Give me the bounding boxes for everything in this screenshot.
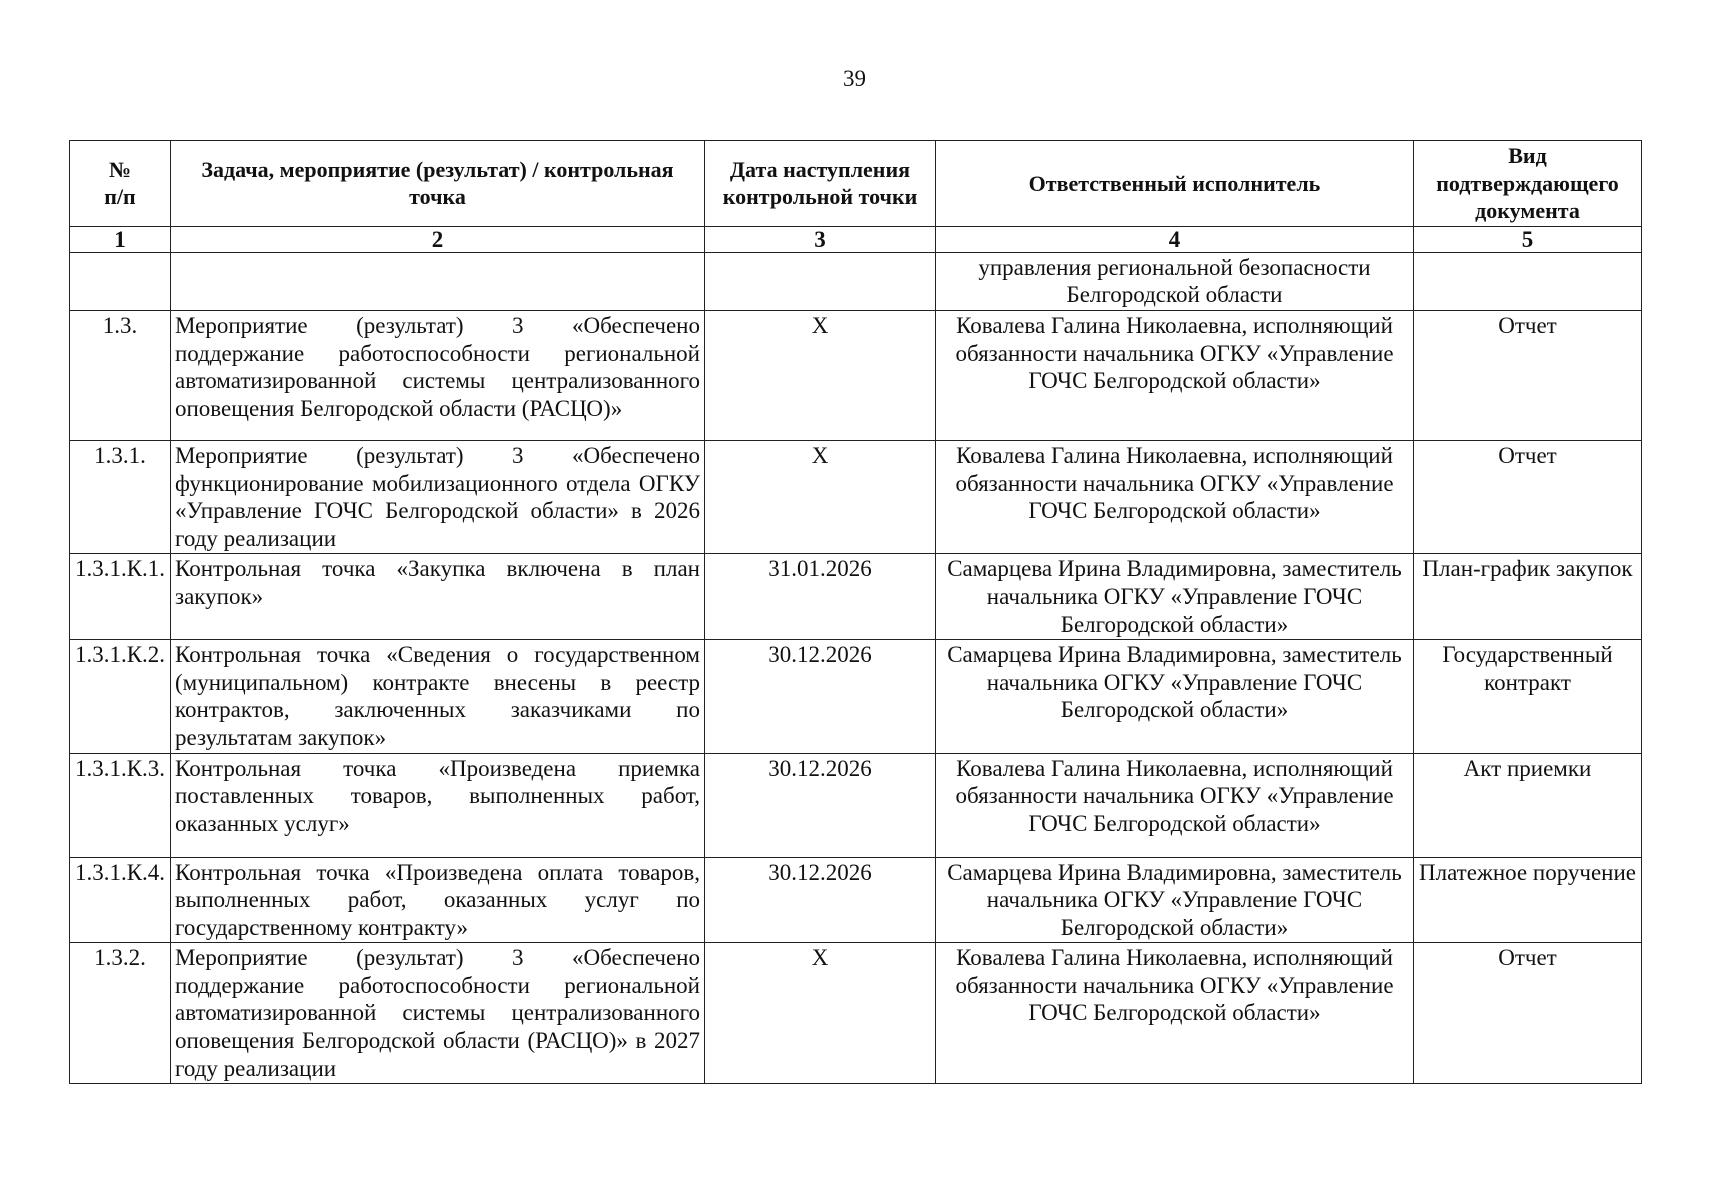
column-number: 3 <box>705 226 936 252</box>
row-number-cell: 1.3.2. <box>70 943 171 1084</box>
table-header-row <box>70 141 1642 227</box>
task-cell: Мероприятие (результат) 3 «Обеспечено поддержание работоспособности региональной автоматизированной системы централизованного оповещения Белгородской области (РАСЦО)» <box>171 310 705 440</box>
control-points-table <box>69 140 1642 1084</box>
row-number-cell: 1.3.1.К.2. <box>70 640 171 753</box>
document-cell: Платежное поручение <box>1414 857 1642 943</box>
executor-cell: управления региональной безопасности Белгородской области <box>936 252 1414 310</box>
executor-cell: Ковалева Галина Николаевна, исполняющий обязанности начальника ОГКУ «Управление ГОЧС Белгородской области» <box>936 943 1414 1084</box>
date-cell: X <box>705 440 936 553</box>
table-row <box>70 753 1642 857</box>
row-number-cell: 1.3.1. <box>70 440 171 553</box>
executor-cell: Ковалева Галина Николаевна, исполняющий обязанности начальника ОГКУ «Управление ГОЧС Белгородской области» <box>936 753 1414 857</box>
document-cell: Отчет <box>1414 943 1642 1084</box>
task-cell: Контрольная точка «Произведена оплата товаров, выполненных работ, оказанных услуг по государственному контракту» <box>171 857 705 943</box>
table-row <box>70 252 1642 310</box>
executor-cell: Самарцева Ирина Владимировна, заместитель начальника ОГКУ «Управление ГОЧС Белгородской области» <box>936 554 1414 640</box>
column-number: 4 <box>936 226 1414 252</box>
task-cell: Мероприятие (результат) 3 «Обеспечено функционирование мобилизационного отдела ОГКУ «Управление ГОЧС Белгородской области» в 2026 году реализации <box>171 440 705 553</box>
executor-cell: Ковалева Галина Николаевна, исполняющий обязанности начальника ОГКУ «Управление ГОЧС Белгородской области» <box>936 440 1414 553</box>
column-number: 2 <box>171 226 705 252</box>
document-cell: Акт приемки <box>1414 753 1642 857</box>
date-cell: X <box>705 943 936 1084</box>
table-row <box>70 943 1642 1084</box>
table-row <box>70 440 1642 553</box>
row-number-cell: 1.3.1.К.3. <box>70 753 171 857</box>
date-cell: 30.12.2026 <box>705 857 936 943</box>
table-row <box>70 310 1642 440</box>
task-cell: Контрольная точка «Закупка включена в план закупок» <box>171 554 705 640</box>
header-executor: Ответственный исполнитель <box>936 141 1414 227</box>
header-task: Задача, мероприятие (результат) / контрольная точка <box>171 141 705 227</box>
row-number-cell: 1.3.1.К.1. <box>70 554 171 640</box>
date-cell: X <box>705 310 936 440</box>
table-row <box>70 857 1642 943</box>
table-row <box>70 640 1642 753</box>
header-number: № п/п <box>70 141 171 227</box>
date-cell: 31.01.2026 <box>705 554 936 640</box>
row-number-cell <box>70 252 171 310</box>
task-cell: Контрольная точка «Сведения о государственном (муниципальном) контракте внесены в реестр контрактов, заключенных заказчиками по результатам закупок» <box>171 640 705 753</box>
document-cell: Государственный контракт <box>1414 640 1642 753</box>
document-cell <box>1414 252 1642 310</box>
document-cell: План-график закупок <box>1414 554 1642 640</box>
executor-cell: Самарцева Ирина Владимировна, заместитель начальника ОГКУ «Управление ГОЧС Белгородской области» <box>936 857 1414 943</box>
document-cell: Отчет <box>1414 310 1642 440</box>
task-cell <box>171 252 705 310</box>
executor-cell: Ковалева Галина Николаевна, исполняющий обязанности начальника ОГКУ «Управление ГОЧС Белгородской области» <box>936 310 1414 440</box>
executor-cell: Самарцева Ирина Владимировна, заместитель начальника ОГКУ «Управление ГОЧС Белгородской области» <box>936 640 1414 753</box>
row-number-cell: 1.3. <box>70 310 171 440</box>
date-cell <box>705 252 936 310</box>
date-cell: 30.12.2026 <box>705 640 936 753</box>
column-numbers-row <box>70 226 1642 252</box>
header-date: Дата наступления контрольной точки <box>705 141 936 227</box>
table-row <box>70 554 1642 640</box>
row-number-cell: 1.3.1.К.4. <box>70 857 171 943</box>
page-number: 39 <box>843 66 866 91</box>
column-number: 5 <box>1414 226 1642 252</box>
header-document: Вид подтверждающего документа <box>1414 141 1642 227</box>
document-cell: Отчет <box>1414 440 1642 553</box>
task-cell: Мероприятие (результат) 3 «Обеспечено поддержание работоспособности региональной автоматизированной системы централизованного оповещения Белгородской области (РАСЦО)» в 2027 году реализации <box>171 943 705 1084</box>
task-cell: Контрольная точка «Произведена приемка поставленных товаров, выполненных работ, оказанных услуг» <box>171 753 705 857</box>
column-number: 1 <box>70 226 171 252</box>
date-cell: 30.12.2026 <box>705 753 936 857</box>
